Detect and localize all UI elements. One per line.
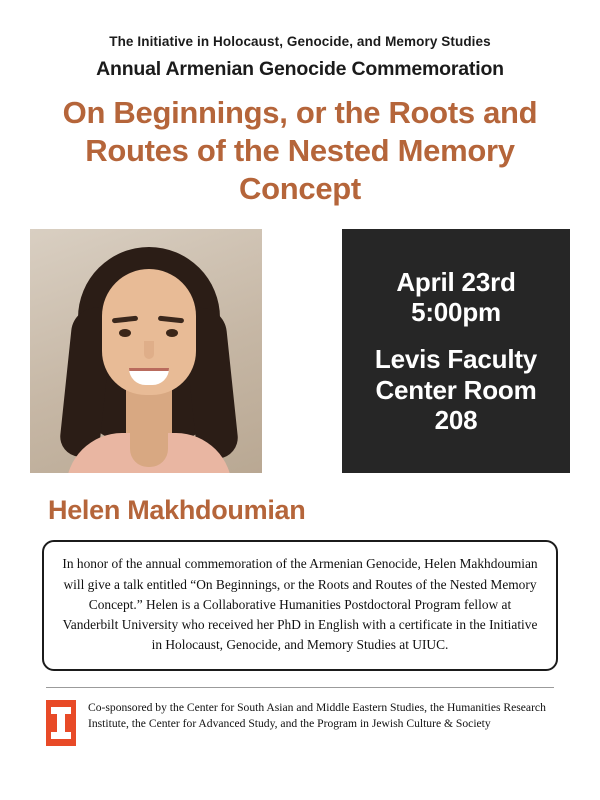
- poster-eyebrow: The Initiative in Holocaust, Genocide, and Memory Studies: [109, 34, 491, 49]
- poster-title: On Beginnings, or the Roots and Routes of the Nested Memory Concept: [62, 95, 538, 206]
- event-venue-line-3: 208: [434, 405, 478, 436]
- poster-middle-row: [28, 229, 572, 473]
- logo-top-bar: [51, 707, 71, 714]
- event-date: April 23rd: [396, 266, 516, 297]
- event-venue-line-2: Center Room: [375, 374, 537, 405]
- university-block-i-logo: [46, 700, 76, 746]
- event-venue-line-1: Levis Faculty: [374, 344, 538, 375]
- logo-bottom-bar: [51, 732, 71, 739]
- poster-footer: [46, 700, 554, 746]
- poster-subtitle: Annual Armenian Genocide Commemoration: [96, 58, 504, 80]
- sponsors-text: Co-sponsored by the Center for South Asian and Middle Eastern Studies, the Humanities Research Institute, the Center for Advanced Study, and the Program in Jewish Culture & Society: [88, 700, 546, 731]
- speaker-name: Helen Makhdoumian: [48, 495, 306, 526]
- event-details-panel: [342, 229, 570, 473]
- footer-divider: [46, 687, 554, 688]
- event-time: 5:00pm: [411, 297, 501, 328]
- portrait-nose: [144, 341, 154, 359]
- event-description: In honor of the annual commemoration of the Armenian Genocide, Helen Makhdoumian will give a talk entitled “On Beginnings, or the Roots and Routes of the Nested Memory Concept.” Helen is a Collaborative Humanities Postdoctoral Program fellow at Vanderbilt University who received her PhD in English with a certificate in the Initiative in Holocaust, Genocide, and Memory Studies at UIUC.: [42, 540, 558, 671]
- speaker-portrait-image: [30, 229, 262, 473]
